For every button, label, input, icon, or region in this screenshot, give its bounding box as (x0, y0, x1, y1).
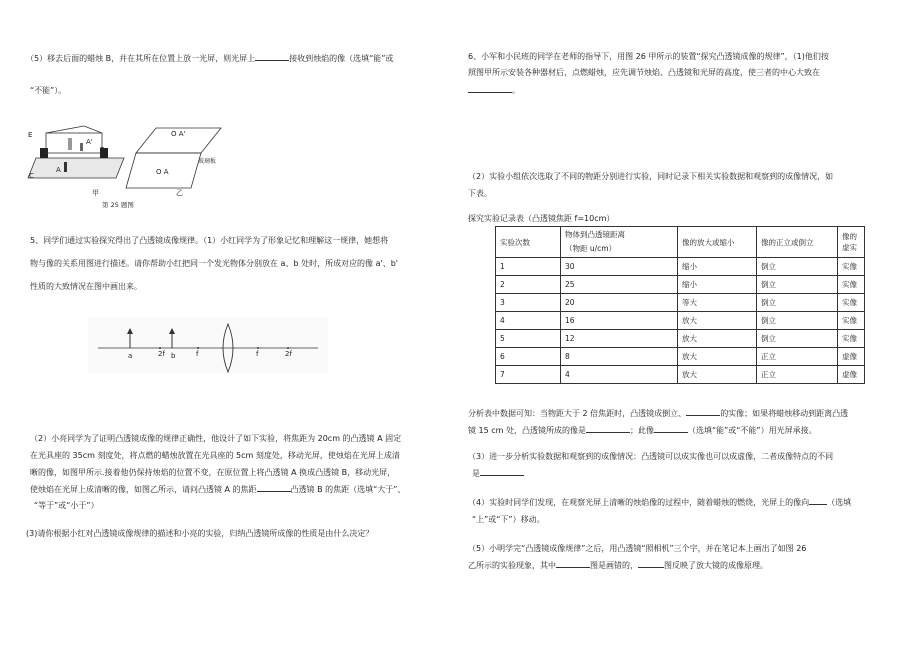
q6-3-answer-blank[interactable] (480, 466, 524, 476)
table-cell: 放大 (678, 348, 757, 366)
lens-label-f-left: f (196, 350, 199, 358)
table-cell: 虚像 (838, 348, 865, 366)
table-cell: 2 (496, 276, 561, 294)
table-header-distance: 物体到凸透镜距离 (565, 230, 625, 239)
q6-analysis-line1-pre: 分析表中数据可知：当物距大于 2 倍焦距时，凸透镜成倒立、 (468, 409, 687, 418)
fig25-mark-a: A (56, 166, 61, 174)
table-cell: 倒立 (757, 312, 838, 330)
q5-part5-line2: “不能”）。 (30, 86, 67, 95)
q6-analysis-line2-mid: ；此像 (630, 426, 654, 435)
fig25-caption: 第 25 题图 (102, 201, 134, 209)
table-cell: 实像 (838, 276, 865, 294)
q6-4-line1 (468, 494, 900, 511)
q5-2-line4-pre: 使烛焰在光屏上成清晰的像，如图乙所示，请问凸透镜 A 的焦距 (30, 485, 257, 494)
table-cell: 放大 (678, 366, 757, 384)
fig25-label-jia: 甲 (92, 189, 99, 197)
q6-line1: 6、小军和小民班的同学在老师的指导下，用图 26 甲所示的装置“探究凸透镜成像的规律”，（1)他们按 (468, 52, 829, 61)
lens-label-2f-left: 2f (158, 350, 165, 358)
q6-4-answer-blank[interactable] (809, 495, 827, 505)
q6-3-line1: （3）进一步分析实验数据和观察到的成像情况：凸透镜可以成实像也可以成虚像，二者成像特点的不同 (468, 452, 834, 461)
q5-2-line3: 晰的像，如图甲所示.接着他仍保持烛焰的位置不变，在原位置上将凸透镜 A 换成凸透镜 B，移动光屏， (30, 468, 396, 477)
table-cell: 30 (561, 258, 678, 276)
q6-4-line1-pre: （4）实验时同学们发现，在观察光屏上清晰的烛焰像的过程中，随着蜡烛的燃烧，光屏上的像向 (468, 498, 810, 507)
table-cell: 3 (496, 294, 561, 312)
q6-analysis-blank-2[interactable] (586, 423, 630, 433)
q5-2-answer-blank[interactable] (257, 482, 291, 492)
table-cell: 8 (561, 348, 678, 366)
table-cell: 4 (496, 312, 561, 330)
table-cell: 12 (561, 330, 678, 348)
q6-analysis-line1 (468, 405, 900, 422)
q6-5-line2-post: 图反映了放大镜的成像原理。 (664, 561, 768, 570)
table-header-cell: 像的虚实 (838, 227, 865, 258)
q6-analysis-line2-post: （选填“能”或“不能”）用光屏承接。 (688, 426, 817, 435)
q5-2-line4 (30, 481, 460, 498)
table-cell: 倒立 (757, 330, 838, 348)
table-row (496, 348, 865, 366)
table-row (496, 258, 865, 276)
fig25-yi-a: O A (156, 168, 169, 176)
table-cell: 实像 (838, 294, 865, 312)
q5-intro-line2: 物与像的关系用图进行描述。请你帮助小红把同一个发光物体分别放在 a、b 处时，所成对应的像 a'、b' (30, 259, 398, 268)
q6-analysis-line2-pre: 镜 15 cm 处，凸透镜所成的像是 (468, 426, 586, 435)
q5-part5 (26, 50, 456, 67)
table-cell: 放大 (678, 312, 757, 330)
q6-analysis-line1-post: 的实像；如果将蜡烛移动到距离凸透 (720, 409, 849, 418)
table-cell: 16 (561, 312, 678, 330)
table-cell: 缩小 (678, 276, 757, 294)
fig25-mark-c: C (29, 172, 34, 180)
table-row (496, 276, 865, 294)
table-cell: 20 (561, 294, 678, 312)
q5-3: (3)请你根据小红对凸透镜成像规律的描述和小亮的实验，归纳凸透镜所成像的性质是由什么决定？ (26, 529, 374, 538)
table-cell: 倒立 (757, 258, 838, 276)
table-cell: 4 (561, 366, 678, 384)
q5-2-line2: 在光具座的 35cm 刻度处，将点燃的蜡烛放置在光具座的 5cm 刻度处，移动光屏，使烛焰在光屏上成清 (30, 451, 400, 460)
fig25-mark-aprime: A' (86, 138, 93, 146)
table-cell: 5 (496, 330, 561, 348)
table-row (496, 312, 865, 330)
q5-intro-line1: 5、同学们通过实验探究得出了凸透镜成像规律。（1）小红同学为了形象记忆和理解这一规律，她想将 (30, 236, 389, 245)
q6-analysis-line2 (468, 422, 900, 439)
table-cell: 倒立 (757, 294, 838, 312)
q6-line3 (468, 82, 520, 99)
record-table (495, 226, 865, 384)
q6-1-answer-blank[interactable] (468, 83, 512, 93)
q6-5-answer-blank-2[interactable] (638, 558, 664, 568)
q6-5-line1: （5）小明学完“凸透镜成像规律”之后，用凸透镜“照相机”三个字，并在笔记本上画出了如图 26 (468, 544, 807, 553)
q6-line3-post: 。 (512, 86, 520, 95)
table-header-row (496, 227, 865, 258)
table-cell: 实像 (838, 312, 865, 330)
table-row (496, 294, 865, 312)
fig25-mark-e: E (28, 131, 33, 139)
table-header-distance-sub: （物距 u/cm） (565, 244, 617, 253)
table-cell: 实像 (838, 330, 865, 348)
q5-2-line1: （2）小亮同学为了证明凸透镜成像的规律正确性，他设计了如下实验，将焦距为 20cm 的凸透镜 A 固定 (30, 434, 402, 443)
q6-2-line1: （2）实验小组依次选取了不同的物距分别进行实验，同时记录下相关实验数据和观察到的成像情况，如 (468, 172, 834, 181)
table-cell: 放大 (678, 330, 757, 348)
q6-analysis-blank-3[interactable] (654, 423, 688, 433)
q5-intro-line3: 性质的大致情况在图中画出来。 (30, 282, 142, 291)
table-header-cell: 像的正立或倒立 (757, 227, 838, 258)
lens-label-2f-right: 2f (285, 350, 292, 358)
fig25-mark-b: B (100, 146, 105, 154)
q6-4-line1-post: （选填 (827, 498, 852, 507)
q6-5-line2 (468, 557, 900, 574)
q6-3-line2-text: 是 (472, 469, 480, 478)
table-cell: 倒立 (757, 276, 838, 294)
fig25-yi-note: 玻璃板 (198, 158, 217, 165)
table-row (496, 330, 865, 348)
q5-part5-text-post: 接收到烛焰的像（选填“能”或 (289, 54, 394, 63)
q6-2-line2: 下表。 (468, 189, 492, 198)
table-cell: 1 (496, 258, 561, 276)
q6-analysis-blank-1[interactable] (686, 406, 720, 416)
lens-label-b: b (171, 352, 176, 360)
lens-label-a: a (128, 352, 133, 360)
table-cell: 正立 (757, 366, 838, 384)
q5-2-line4-post: 凸透镜 B 的焦距（选填“大于”、 (290, 485, 406, 494)
fig25-yi-aprime: O A' (171, 130, 186, 138)
table-cell: 虚像 (838, 366, 865, 384)
table-row (496, 366, 865, 384)
table-header-cell: 像的放大或缩小 (678, 227, 757, 258)
table-cell: 实像 (838, 258, 865, 276)
table-header-cell: 实验次数 (496, 227, 561, 258)
q5-2-line5: “等于”或“小于”） (34, 501, 99, 510)
q6-line2: 照图甲所示安装各种器材后，点燃蜡烛，应先调节烛焰、凸透镜和光屏的高度，使三者的中心大致在 (468, 68, 820, 77)
q5-part5-answer-blank[interactable] (255, 51, 289, 61)
table-cell: 25 (561, 276, 678, 294)
lens-label-f-right: f (256, 350, 259, 358)
q6-5-line2-mid: 图是画错的， (590, 561, 638, 570)
table-header-cell (561, 227, 678, 258)
table-cell: 7 (496, 366, 561, 384)
q6-5-line2-pre: 乙所示的实验现象，其中 (468, 561, 556, 570)
q5-part5-text: （5）移去后面的蜡烛 B，并在其所在位置上放一光屏，则光屏上 (26, 54, 256, 63)
q6-4-line2: “上”或“下”）移动。 (472, 515, 545, 524)
table-cell: 6 (496, 348, 561, 366)
table-title: 探究实验记录表（凸透镜焦距 f=10cm） (468, 214, 615, 223)
table-cell: 缩小 (678, 258, 757, 276)
table-cell: 正立 (757, 348, 838, 366)
table-cell: 等大 (678, 294, 757, 312)
q6-3-line2 (472, 465, 524, 482)
q6-5-answer-blank-1[interactable] (556, 558, 590, 568)
fig25-label-yi: 乙 (176, 189, 183, 197)
lens-diagram[interactable] (88, 318, 328, 374)
